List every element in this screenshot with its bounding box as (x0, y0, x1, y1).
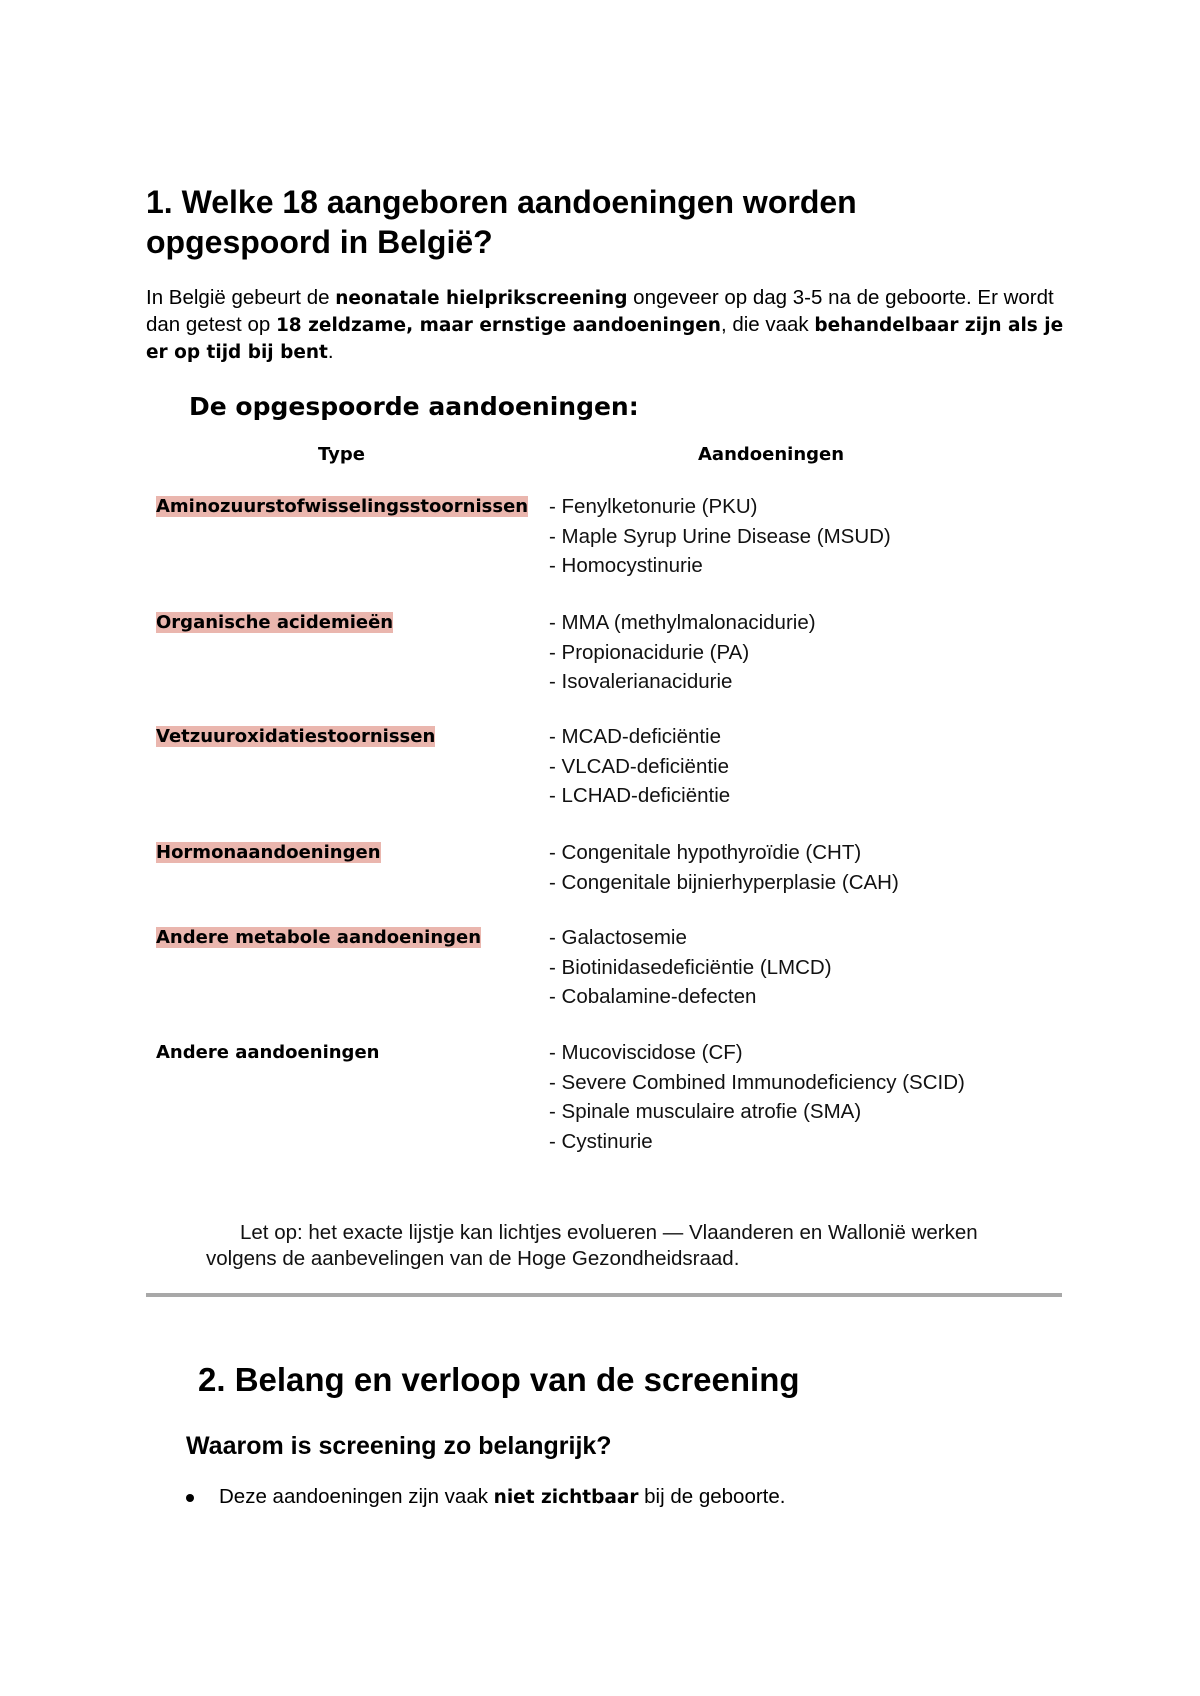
condition-item: - LCHAD-deficiëntie (549, 784, 731, 807)
list-item (186, 1484, 1066, 1511)
type-label: Andere aandoeningen (156, 1042, 380, 1063)
condition-item: - Spinale musculaire atrofie (SMA) (549, 1100, 862, 1123)
condition-item: - Biotinidasedeficiëntie (LMCD) (549, 955, 832, 979)
section2-title: 2. Belang en verloop van de screening (198, 1361, 800, 1398)
section1-title: 1. Welke 18 aangeboren aandoeningen worden opgespoord in België? (146, 184, 857, 260)
bullet-bold: niet zichtbaar (493, 1487, 639, 1508)
table-row-type (156, 923, 536, 953)
type-label: Organische acidemieën (156, 612, 394, 633)
table-row-conditions (549, 608, 969, 697)
bullet-list (186, 1484, 1066, 1511)
type-label: Andere metabole aandoeningen (156, 927, 482, 948)
type-label: Hormonaandoeningen (156, 842, 381, 863)
table-row-type (156, 722, 536, 752)
intro-bold-2: 18 zeldzame, maar ernstige aandoeningen (275, 315, 721, 336)
conditions-subtitle: De opgespoorde aandoeningen: (189, 392, 639, 421)
condition-item: - Isovalerianacidurie (549, 670, 733, 693)
condition-item: - VLCAD-deficiëntie (549, 754, 730, 778)
section1-intro (146, 285, 1076, 366)
condition-item: - Cobalamine-defecten (549, 985, 757, 1008)
bullet-text-2: bij de geboorte. (638, 1485, 786, 1508)
condition-item: - Congenitale bijnierhyperplasie (CAH) (549, 870, 899, 894)
condition-item: - Congenitale hypothyroïdie (CHT) (549, 841, 862, 864)
condition-item: - Cystinurie (549, 1129, 653, 1153)
condition-item: - Fenylketonurie (PKU) (549, 495, 758, 518)
table-header-type: Type (318, 444, 365, 465)
type-label: Aminozuurstofwisselingsstoornissen (156, 496, 529, 517)
intro-text-2: ongeveer op dag 3-5 na de geboorte. Er wordt dan getest op (146, 286, 1054, 336)
table-header-conditions: Aandoeningen (698, 444, 845, 465)
table-row-type (156, 492, 536, 522)
note-paragraph: Let op: het exacte lijstje kan lichtjes evolueren — Vlaanderen en Wallonië werken volgens de aanbevelingen van de Hoge Gezondheidsraad. (206, 1221, 978, 1270)
intro-bold-3: behandelbaar zijn als je er op tijd bij bent (146, 315, 1064, 363)
condition-item: - MCAD-deficiëntie (549, 725, 722, 748)
condition-item: - MMA (methylmalonacidurie) (549, 611, 816, 634)
table-row-type (156, 608, 536, 638)
condition-item: - Severe Combined Immunodeficiency (SCID) (549, 1070, 965, 1094)
condition-item: - Maple Syrup Urine Disease (MSUD) (549, 524, 891, 548)
table-row-type (156, 1038, 536, 1068)
horizontal-divider (146, 1293, 1062, 1297)
intro-text-4: . (327, 340, 334, 363)
bullet-dot-icon (186, 1494, 194, 1502)
condition-item: - Propionacidurie (PA) (549, 640, 750, 664)
condition-item: - Galactosemie (549, 926, 687, 949)
condition-item: - Homocystinurie (549, 554, 703, 577)
table-row-conditions (549, 492, 969, 581)
intro-text-1: In België gebeurt de (146, 286, 336, 309)
table-row-conditions (549, 923, 969, 1012)
section2-subtitle: Waarom is screening zo belangrijk? (186, 1432, 612, 1460)
condition-item: - Mucoviscidose (CF) (549, 1041, 743, 1064)
type-label: Vetzuuroxidatiestoornissen (156, 726, 436, 747)
table-row-type (156, 838, 536, 868)
intro-bold-1: neonatale hielprikscreening (335, 288, 628, 309)
intro-text-3: , die vaak (720, 313, 815, 336)
bullet-text-1: Deze aandoeningen zijn vaak (219, 1485, 494, 1508)
table-row-conditions (549, 1038, 969, 1156)
table-row-conditions (549, 838, 969, 897)
table-row-conditions (549, 722, 969, 811)
